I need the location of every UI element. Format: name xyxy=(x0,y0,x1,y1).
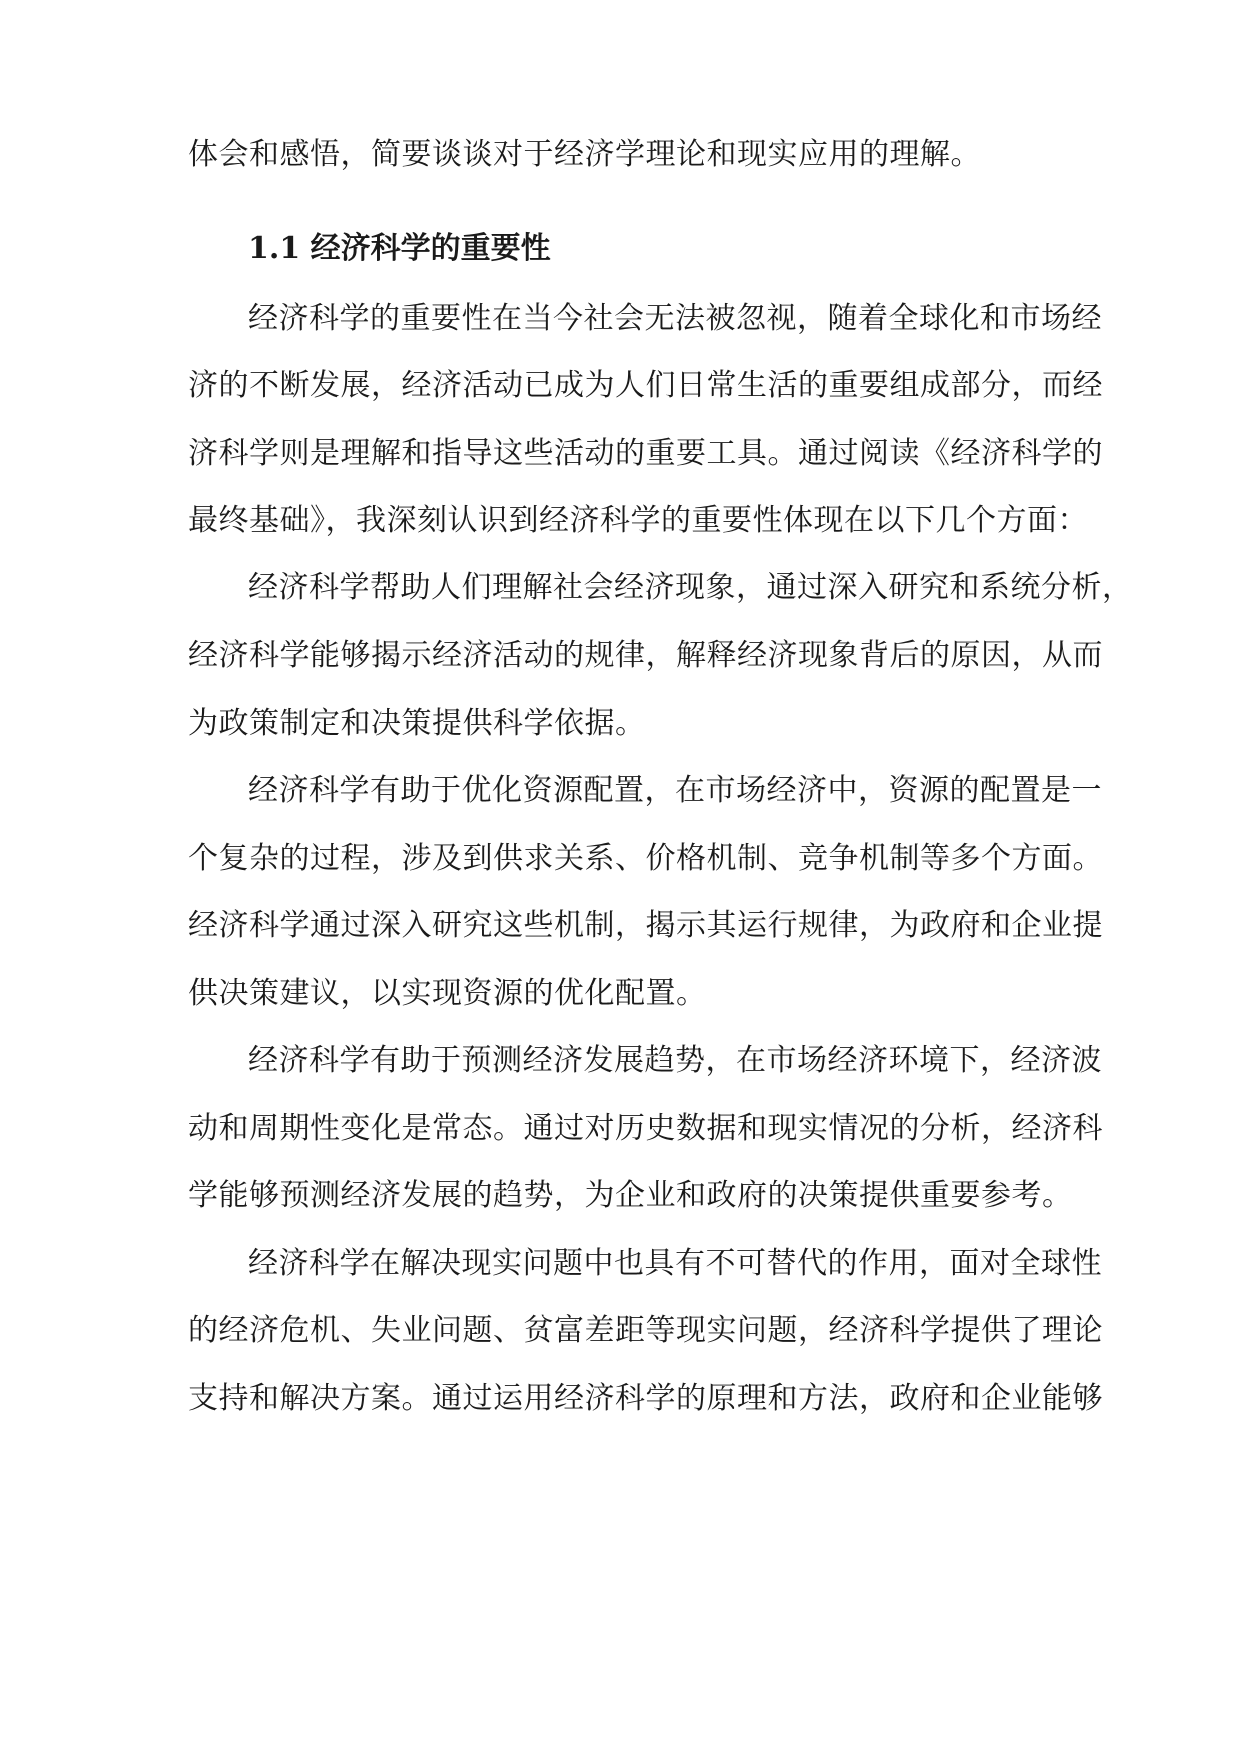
paragraph-line: 经济科学的重要性在当今社会无法被忽视，随着全球化和市场经 xyxy=(248,301,1102,336)
paragraph-line: 经济科学通过深入研究这些机制，揭示其运行规律，为政府和企业提 xyxy=(188,908,1103,943)
paragraph-line: 支持和解决方案。通过运用经济科学的原理和方法，政府和企业能够 xyxy=(188,1381,1103,1416)
paragraph-line: 经济科学帮助人们理解社会经济现象，通过深入研究和系统分析， xyxy=(248,570,1133,605)
paragraph-line: 济的不断发展，经济活动已成为人们日常生活的重要组成部分，而经 xyxy=(188,368,1103,403)
intro-line: 体会和感悟，简要谈谈对于经济学理论和现实应用的理解。 xyxy=(188,137,981,172)
paragraph-line: 供决策建议，以实现资源的优化配置。 xyxy=(188,976,707,1011)
paragraph-line: 经济科学有助于预测经济发展趋势，在市场经济环境下，经济波 xyxy=(248,1043,1102,1078)
paragraph-line: 经济科学在解决现实问题中也具有不可替代的作用，面对全球性 xyxy=(248,1246,1102,1281)
paragraph-line: 经济科学能够揭示经济活动的规律，解释经济现象背后的原因，从而 xyxy=(188,638,1103,673)
paragraph-line: 为政策制定和决策提供科学依据。 xyxy=(188,706,646,741)
paragraph-line: 动和周期性变化是常态。通过对历史数据和现实情况的分析，经济科 xyxy=(188,1111,1103,1146)
paragraph-line: 的经济危机、失业问题、贫富差距等现实问题，经济科学提供了理论 xyxy=(188,1313,1103,1348)
paragraph-line: 经济科学有助于优化资源配置，在市场经济中，资源的配置是一 xyxy=(248,773,1102,808)
paragraph-line: 最终基础》，我深刻认识到经济科学的重要性体现在以下几个方面： xyxy=(188,503,1088,538)
section-heading: 1.1 经济科学的重要性 xyxy=(248,231,551,266)
paragraph-line: 学能够预测经济发展的趋势，为企业和政府的决策提供重要参考。 xyxy=(188,1178,1073,1213)
paragraph-line: 济科学则是理解和指导这些活动的重要工具。通过阅读《经济科学的 xyxy=(188,436,1103,471)
paragraph-line: 个复杂的过程，涉及到供求关系、价格机制、竞争机制等多个方面。 xyxy=(188,841,1103,876)
